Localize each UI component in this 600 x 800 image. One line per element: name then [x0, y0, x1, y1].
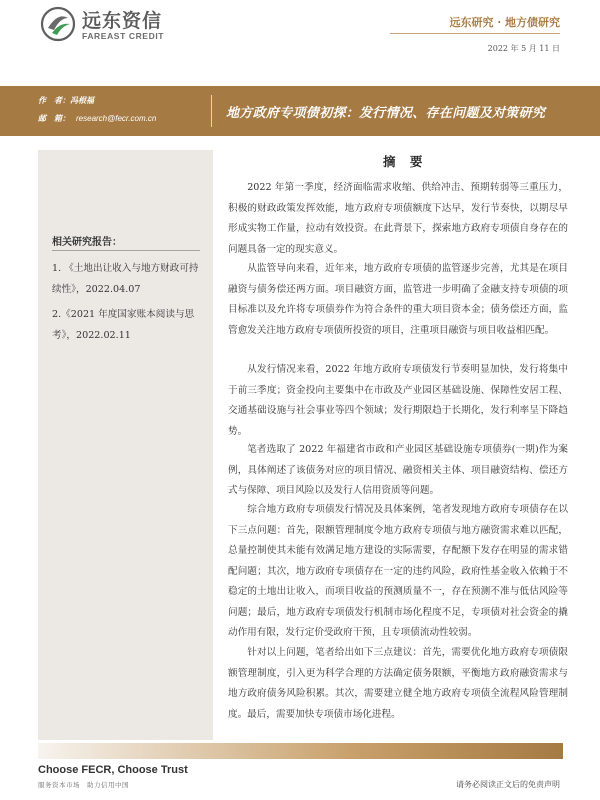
fareast-logo-icon: [40, 6, 76, 42]
report-category: 远东研究 · 地方债研究: [449, 16, 560, 29]
abstract-paragraph: 从发行情况来看，2022 年地方政府专项债发行节奏明显加快，发行将集中于前三季度；资金投向主要集中在市政及产业园区基础设施、保障性安居工程、交通基础设施与社会事业等四个领域；发行期限趋于长期化，发行利率呈下降趋势。: [228, 364, 568, 437]
related-reports-title: 相关研究报告：: [52, 237, 122, 248]
footer-gradient-band: [38, 743, 563, 759]
email-address[interactable]: research@fecr.com.cn: [76, 114, 157, 123]
email-line: [38, 113, 156, 124]
banner-divider: [211, 95, 212, 127]
abstract-paragraph: 综合地方政府专项债发行情况及具体案例，笔者发现地方政府专项债存在以下三点问题：首先，限额管理制度令地方政府专项债与地方融资需求难以匹配，总量控制使其未能有效满足地方建设的实际需要，存配额下发存在明显的需求错配问题；其次，地方政府专项债存在一定的违约风险，政府性基金收入依赖于不稳定的土地出让收入，而项目收益的预测质量不一，存在预测不准与低估风险等问题；最后，地方政府专项债发行机制市场化程度不足，专项债对社会资金的撬动作用有限，发行定价受政府干预，且专项债流动性较弱。: [228, 504, 568, 638]
footer-slogan-english: Choose FECR, Choose Trust: [38, 764, 188, 776]
related-report-item[interactable]: 2.《2021 年度国家账本阅读与思考》，2022.02.11: [52, 309, 195, 341]
footer-slogan-chinese: 服务资本市场 助力信用中国: [38, 781, 129, 789]
logo-chinese-name: 远东资信: [82, 10, 163, 32]
related-report-item[interactable]: 1. 《土地出让收入与地方财政可持续性》，2022.04.07: [52, 263, 199, 295]
email-label: 邮 箱：: [38, 113, 70, 123]
abstract-heading: 摘 要: [383, 154, 428, 169]
header-divider: [390, 33, 560, 34]
report-title: 地方政府专项债初探：发行情况、存在问题及对策研究: [226, 106, 546, 121]
logo-english-name: FAREAST CREDIT: [82, 31, 165, 41]
abstract-paragraph: 2022 年第一季度，经济面临需求收缩、供给冲击、预期转弱等三重压力，积极的财政政策发挥效能，地方政府专项债额度下达早，发行节奏快，以期尽早形成实物工作量，拉动有效投资。在此背景下，探索地方政府专项债自身存在的问题具备一定的现实意义。: [228, 182, 568, 255]
author-line: 作 者：冯根福: [38, 95, 94, 105]
abstract-paragraph: 从监管导向来看，近年来，地方政府专项债的监管逐步完善，尤其是在项目融资与债务偿还两方面。项目融资方面，监管进一步明确了金融支持专项债的项目标准以及允许将专项债券作为符合条件的重大项目资本金；债务偿还方面，监管愈发关注地方政府专项债所投资的项目，注重项目融资与项目收益相匹配。: [228, 263, 568, 336]
footer-disclaimer: 请务必阅读正文后的免责声明: [456, 780, 560, 789]
abstract-paragraph: 笔者选取了 2022 年福建省市政和产业园区基础设施专项债券(一期)作为案例，具体阐述了该债务对应的项目情况、融资相关主体、项目融资结构、偿还方式与保障、项目风险以及发行人信用资质等问题。: [228, 444, 568, 496]
related-reports-divider: [52, 250, 200, 251]
report-date: 2022 年 5 月 11 日: [487, 44, 560, 53]
abstract-paragraph: 针对以上问题，笔者给出如下三点建议：首先，需要优化地方政府专项债限额管理制度，引入更为科学合理的方法确定债务限额，平衡地方政府融资需求与地方政府债务风险积累。其次，需要建立健全地方政府专项债全流程风险管理制度。最后，需要加快专项债市场化进程。: [228, 647, 568, 720]
